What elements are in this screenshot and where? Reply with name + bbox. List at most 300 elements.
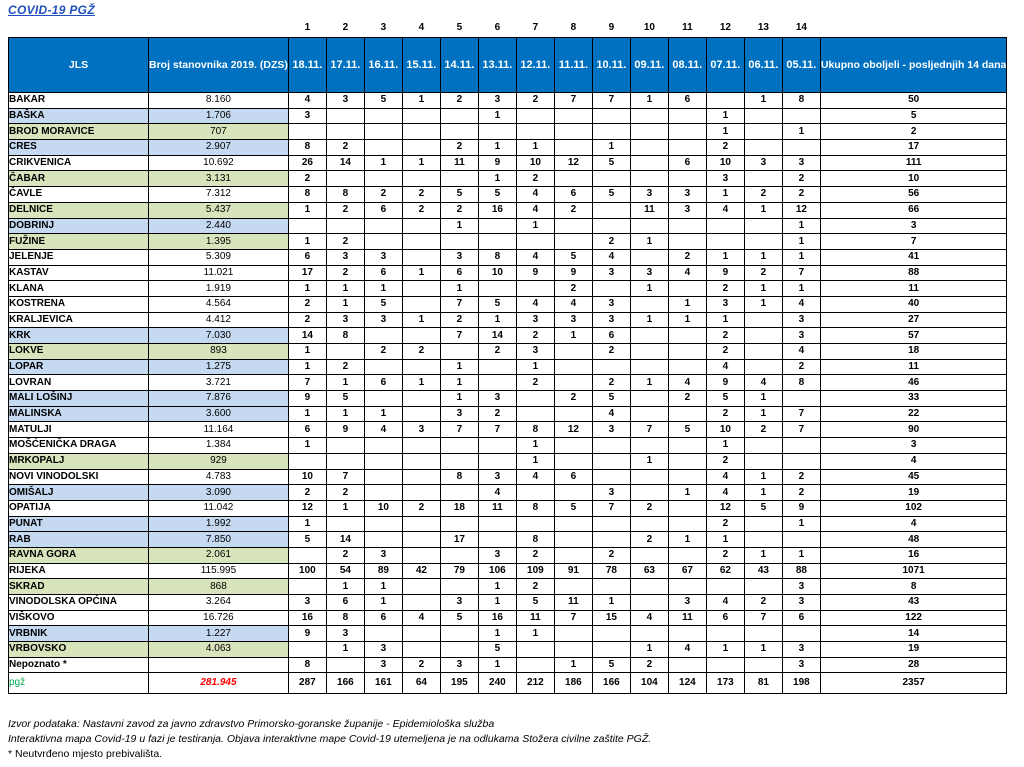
municipality-name: KLANA	[9, 281, 149, 297]
daily-cases	[364, 516, 402, 532]
daily-cases: 3	[516, 344, 554, 360]
daily-cases: 12	[288, 500, 326, 516]
daily-cases: 10	[516, 155, 554, 171]
daily-cases: 17	[440, 532, 478, 548]
daily-cases	[668, 234, 706, 250]
daily-cases: 3	[782, 579, 820, 595]
municipality-name: RAVNA GORA	[9, 547, 149, 563]
daily-cases: 18	[440, 500, 478, 516]
daily-cases: 5	[364, 93, 402, 109]
daily-cases: 88	[782, 563, 820, 579]
daily-cases: 9	[516, 265, 554, 281]
daily-cases: 1	[478, 626, 516, 642]
daily-cases	[706, 657, 744, 673]
daily-cases: 11	[630, 202, 668, 218]
daily-cases	[630, 344, 668, 360]
daily-cases: 5	[744, 500, 782, 516]
daily-cases	[554, 626, 592, 642]
daily-cases: 1	[630, 234, 668, 250]
daily-cases	[706, 579, 744, 595]
daily-cases: 9	[288, 626, 326, 642]
table-row	[9, 485, 1007, 501]
total-cases: 2	[820, 124, 1007, 140]
header-date: 15.11.	[402, 38, 440, 93]
daily-cases	[630, 249, 668, 265]
municipality-name: CRIKVENICA	[9, 155, 149, 171]
sum-row	[9, 673, 1007, 694]
header-date: 17.11.	[326, 38, 364, 93]
daily-cases	[668, 328, 706, 344]
daily-cases: 3	[592, 265, 630, 281]
header-date: 18.11.	[288, 38, 326, 93]
daily-cases: 7	[478, 422, 516, 438]
municipality-name: ČAVLE	[9, 187, 149, 203]
total-cases: 7	[820, 234, 1007, 250]
daily-cases	[592, 171, 630, 187]
table-row	[9, 438, 1007, 454]
table-row	[9, 171, 1007, 187]
total-cases: 4	[820, 516, 1007, 532]
municipality-name: MRKOPALJ	[9, 453, 149, 469]
daily-cases: 5	[554, 249, 592, 265]
daily-cases: 7	[782, 406, 820, 422]
blank-cell	[9, 19, 149, 38]
daily-cases: 7	[782, 265, 820, 281]
daily-cases: 9	[478, 155, 516, 171]
daily-cases: 1	[288, 234, 326, 250]
daily-cases	[478, 438, 516, 454]
day-number: 1	[304, 22, 311, 33]
daily-cases	[516, 516, 554, 532]
daily-cases: 1	[402, 93, 440, 109]
table-row	[9, 422, 1007, 438]
daily-cases: 1	[364, 595, 402, 611]
daily-cases: 2	[744, 422, 782, 438]
total-cases: 1071	[820, 563, 1007, 579]
daily-cases	[782, 140, 820, 156]
daily-cases: 2	[706, 140, 744, 156]
day-number: 12	[719, 22, 731, 33]
daily-cases: 1	[478, 140, 516, 156]
daily-cases: 1	[516, 359, 554, 375]
daily-cases: 1	[440, 391, 478, 407]
daily-cases: 2	[516, 547, 554, 563]
daily-cases	[554, 375, 592, 391]
daily-cases	[440, 485, 478, 501]
daily-cases: 67	[668, 563, 706, 579]
daily-cases	[402, 453, 440, 469]
daily-cases: 1	[782, 516, 820, 532]
daily-cases: 6	[554, 469, 592, 485]
daily-cases: 1	[554, 657, 592, 673]
daily-cases	[516, 234, 554, 250]
municipality-name: VRBNIK	[9, 626, 149, 642]
table-row	[9, 359, 1007, 375]
daily-cases: 14	[326, 155, 364, 171]
daily-cases: 9	[782, 500, 820, 516]
municipality-name: VINODOLSKA OPĆINA	[9, 595, 149, 611]
daily-cases: 7	[554, 610, 592, 626]
municipality-name: BAKAR	[9, 93, 149, 109]
daily-cases: 1	[478, 108, 516, 124]
table-row	[9, 218, 1007, 234]
daily-cases: 2	[744, 187, 782, 203]
daily-cases	[554, 218, 592, 234]
daily-cases: 1	[326, 375, 364, 391]
daily-cases: 1	[706, 642, 744, 658]
population-value: 2.061	[149, 547, 289, 563]
daily-cases	[592, 202, 630, 218]
daily-cases: 1	[706, 187, 744, 203]
daily-cases	[440, 547, 478, 563]
daily-cases: 7	[554, 93, 592, 109]
table-row	[9, 328, 1007, 344]
daily-cases	[744, 218, 782, 234]
table-row	[9, 124, 1007, 140]
daily-cases: 1	[744, 469, 782, 485]
daily-cases: 1	[744, 249, 782, 265]
daily-cases	[744, 579, 782, 595]
daily-cases	[744, 344, 782, 360]
population-value: 1.227	[149, 626, 289, 642]
daily-cases: 9	[554, 265, 592, 281]
daily-cases	[554, 438, 592, 454]
header-population: Broj stanovnika 2019. (DZS)	[149, 38, 289, 93]
daily-cases: 2	[326, 547, 364, 563]
daily-cases: 1	[668, 485, 706, 501]
daily-cases: 2	[706, 453, 744, 469]
municipality-name: BAŠKA	[9, 108, 149, 124]
daily-cases: 1	[288, 406, 326, 422]
daily-cases	[364, 485, 402, 501]
daily-cases	[630, 359, 668, 375]
daily-cases: 2	[478, 406, 516, 422]
daily-cases: 10	[706, 155, 744, 171]
daily-cases: 2	[630, 500, 668, 516]
daily-cases	[478, 218, 516, 234]
daily-cases	[326, 108, 364, 124]
population-value: 8.160	[149, 93, 289, 109]
header-row	[9, 38, 1007, 93]
table-row	[9, 406, 1007, 422]
daily-cases: 4	[592, 249, 630, 265]
daily-cases	[630, 218, 668, 234]
total-cases: 16	[820, 547, 1007, 563]
total-cases: 8	[820, 579, 1007, 595]
daily-cases: 4	[516, 187, 554, 203]
daily-cases	[364, 140, 402, 156]
daily-cases	[402, 485, 440, 501]
header-total: Ukupno oboljeli - posljednjih 14 dana	[820, 38, 1007, 93]
population-value: 7.030	[149, 328, 289, 344]
total-cases: 19	[820, 642, 1007, 658]
blank-cell	[149, 19, 289, 38]
daily-cases: 6	[364, 202, 402, 218]
daily-cases: 11	[554, 595, 592, 611]
daily-cases: 3	[668, 187, 706, 203]
daily-cases: 12	[554, 422, 592, 438]
daily-cases: 4	[706, 202, 744, 218]
daily-cases	[402, 296, 440, 312]
daily-cases: 1	[668, 312, 706, 328]
daily-cases: 1	[516, 453, 554, 469]
daily-cases	[630, 469, 668, 485]
daily-cases: 2	[706, 344, 744, 360]
daily-cases: 1	[744, 296, 782, 312]
municipality-name: OPATIJA	[9, 500, 149, 516]
daily-cases	[288, 218, 326, 234]
daily-cases: 1	[364, 281, 402, 297]
daily-cases: 1	[364, 406, 402, 422]
daily-cases: 1	[706, 124, 744, 140]
daily-cases	[402, 328, 440, 344]
daily-cases: 7	[326, 469, 364, 485]
daily-cases: 2	[782, 359, 820, 375]
total-cases: 18	[820, 344, 1007, 360]
daily-cases: 5	[516, 595, 554, 611]
daily-cases: 1	[402, 155, 440, 171]
total-cases: 40	[820, 296, 1007, 312]
table-row	[9, 202, 1007, 218]
daily-cases	[630, 124, 668, 140]
daily-cases: 3	[516, 312, 554, 328]
daily-cases: 4	[668, 375, 706, 391]
daily-cases	[554, 124, 592, 140]
daily-cases: 8	[326, 328, 364, 344]
sum-daily: 166	[592, 673, 630, 694]
daily-cases	[744, 171, 782, 187]
municipality-name: DELNICE	[9, 202, 149, 218]
daily-cases	[478, 234, 516, 250]
sum-daily: 166	[326, 673, 364, 694]
daily-cases	[592, 626, 630, 642]
daily-cases	[440, 171, 478, 187]
sum-daily: 173	[706, 673, 744, 694]
daily-cases	[326, 657, 364, 673]
daily-cases: 12	[706, 500, 744, 516]
daily-cases: 3	[630, 265, 668, 281]
daily-cases: 5	[592, 657, 630, 673]
daily-cases: 78	[592, 563, 630, 579]
sum-total: 2357	[820, 673, 1007, 694]
daily-cases: 2	[326, 265, 364, 281]
population-value: 4.063	[149, 642, 289, 658]
daily-cases: 2	[516, 171, 554, 187]
daily-cases	[402, 124, 440, 140]
daily-cases: 6	[364, 610, 402, 626]
daily-cases: 3	[630, 187, 668, 203]
covid-cases-table	[8, 19, 1007, 694]
daily-cases: 3	[782, 595, 820, 611]
municipality-name: JELENJE	[9, 249, 149, 265]
daily-cases: 1	[440, 281, 478, 297]
population-value: 11.164	[149, 422, 289, 438]
sum-population: 281.945	[149, 673, 289, 694]
municipality-name: KASTAV	[9, 265, 149, 281]
header-date: 13.11.	[478, 38, 516, 93]
daily-cases	[554, 359, 592, 375]
daily-cases	[744, 328, 782, 344]
daily-cases	[402, 642, 440, 658]
daily-cases: 26	[288, 155, 326, 171]
daily-cases	[668, 516, 706, 532]
daily-cases	[592, 281, 630, 297]
daily-cases: 2	[440, 312, 478, 328]
population-value: 11.042	[149, 500, 289, 516]
municipality-name: FUŽINE	[9, 234, 149, 250]
table-row	[9, 140, 1007, 156]
municipality-name: SKRAD	[9, 579, 149, 595]
daily-cases: 1	[744, 391, 782, 407]
daily-cases: 1	[744, 281, 782, 297]
daily-cases	[668, 124, 706, 140]
daily-cases	[668, 344, 706, 360]
footer-map-note: Interaktivna mapa Covid-19 u fazi je testiranja. Objava interaktivne mape Covid-19 utemeljena je na odlukama Stožera civilne zaštite PGŽ.	[8, 733, 652, 745]
daily-cases	[668, 218, 706, 234]
daily-cases: 1	[592, 595, 630, 611]
daily-cases: 3	[592, 485, 630, 501]
daily-cases: 14	[288, 328, 326, 344]
daily-cases	[440, 344, 478, 360]
daily-cases	[364, 626, 402, 642]
daily-cases	[668, 171, 706, 187]
daily-cases: 4	[706, 469, 744, 485]
table-row	[9, 234, 1007, 250]
sum-daily: 212	[516, 673, 554, 694]
daily-cases: 2	[668, 249, 706, 265]
daily-cases: 8	[288, 187, 326, 203]
daily-cases	[744, 359, 782, 375]
daily-cases	[402, 532, 440, 548]
daily-cases: 3	[288, 595, 326, 611]
population-value: 1.919	[149, 281, 289, 297]
daily-cases: 2	[744, 265, 782, 281]
population-value: 16.726	[149, 610, 289, 626]
daily-cases: 4	[478, 485, 516, 501]
total-cases: 10	[820, 171, 1007, 187]
total-cases: 46	[820, 375, 1007, 391]
daily-cases: 3	[364, 312, 402, 328]
table-row	[9, 642, 1007, 658]
total-cases: 66	[820, 202, 1007, 218]
daily-cases	[402, 626, 440, 642]
population-value: 7.312	[149, 187, 289, 203]
daily-cases	[554, 140, 592, 156]
daily-cases	[440, 234, 478, 250]
municipality-name: LOPAR	[9, 359, 149, 375]
total-cases: 11	[820, 359, 1007, 375]
daily-cases: 5	[706, 391, 744, 407]
day-number: 11	[682, 22, 693, 33]
daily-cases	[478, 532, 516, 548]
daily-cases: 3	[592, 312, 630, 328]
daily-cases	[440, 453, 478, 469]
daily-cases	[744, 438, 782, 454]
daily-cases: 3	[440, 249, 478, 265]
daily-cases: 4	[706, 595, 744, 611]
daily-cases	[402, 171, 440, 187]
table-row	[9, 108, 1007, 124]
daily-cases: 7	[440, 328, 478, 344]
daily-cases: 7	[782, 422, 820, 438]
daily-cases: 1	[668, 532, 706, 548]
footer-source: Izvor podataka: Nastavni zavod za javno zdravstvo Primorsko-goranske županije - Epidemiološka služba	[8, 718, 495, 730]
population-value: 5.437	[149, 202, 289, 218]
daily-cases: 3	[782, 328, 820, 344]
daily-cases: 14	[326, 532, 364, 548]
daily-cases: 1	[326, 281, 364, 297]
daily-cases: 4	[592, 406, 630, 422]
daily-cases	[706, 93, 744, 109]
header-date: 06.11.	[744, 38, 782, 93]
footer-asterisk-note: * Neutvrđeno mjesto prebivališta.	[8, 748, 163, 760]
sum-daily: 198	[782, 673, 820, 694]
daily-cases: 7	[592, 93, 630, 109]
daily-cases: 11	[668, 610, 706, 626]
daily-cases	[744, 312, 782, 328]
daily-cases	[440, 642, 478, 658]
daily-cases: 62	[706, 563, 744, 579]
daily-cases: 3	[706, 296, 744, 312]
daily-cases	[402, 249, 440, 265]
daily-cases	[326, 171, 364, 187]
daily-cases	[668, 406, 706, 422]
daily-cases	[554, 344, 592, 360]
daily-cases	[364, 108, 402, 124]
daily-cases: 5	[364, 296, 402, 312]
daily-cases: 2	[326, 140, 364, 156]
daily-cases: 91	[554, 563, 592, 579]
daily-cases	[554, 547, 592, 563]
daily-cases: 2	[402, 657, 440, 673]
daily-cases: 2	[706, 328, 744, 344]
daily-cases: 2	[516, 93, 554, 109]
daily-cases: 3	[706, 171, 744, 187]
table-row	[9, 516, 1007, 532]
daily-cases	[592, 469, 630, 485]
table-row	[9, 657, 1007, 673]
daily-cases: 1	[706, 249, 744, 265]
municipality-name: BROD MORAVICE	[9, 124, 149, 140]
daily-cases	[402, 281, 440, 297]
daily-cases: 1	[744, 547, 782, 563]
daily-cases: 6	[668, 155, 706, 171]
blank-cell	[820, 19, 1007, 38]
daily-cases	[744, 532, 782, 548]
sum-daily: 186	[554, 673, 592, 694]
header-jls: JLS	[9, 38, 149, 93]
daily-cases: 1	[288, 359, 326, 375]
daily-cases	[630, 391, 668, 407]
daily-cases	[592, 438, 630, 454]
daily-cases	[668, 140, 706, 156]
municipality-name: ČABAR	[9, 171, 149, 187]
header-date: 14.11.	[440, 38, 478, 93]
population-value: 3.721	[149, 375, 289, 391]
population-value: 1.992	[149, 516, 289, 532]
daily-cases: 1	[706, 108, 744, 124]
daily-cases: 3	[364, 642, 402, 658]
daily-cases: 3	[478, 391, 516, 407]
daily-cases: 10	[706, 422, 744, 438]
population-value: 7.850	[149, 532, 289, 548]
daily-cases	[592, 359, 630, 375]
daily-cases	[744, 453, 782, 469]
daily-cases: 6	[706, 610, 744, 626]
daily-cases: 54	[326, 563, 364, 579]
sum-daily: 104	[630, 673, 668, 694]
daily-cases	[516, 657, 554, 673]
